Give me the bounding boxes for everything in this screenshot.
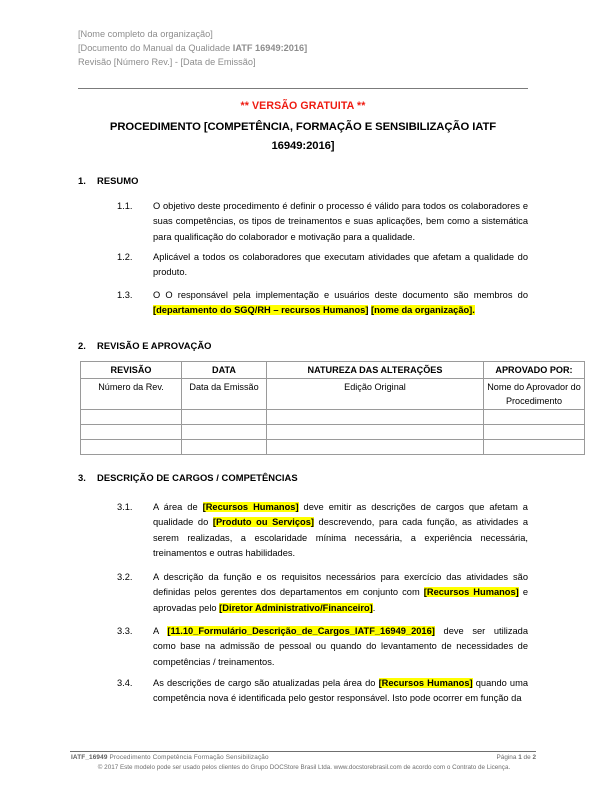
paragraph-3-4-number: 3.4. xyxy=(117,678,133,688)
table-cell-data xyxy=(182,440,267,455)
paragraph-3-3 xyxy=(117,624,528,670)
header-manual-line xyxy=(78,41,528,55)
section-2-number: 2. xyxy=(78,340,86,351)
paragraph-3-1-text-b: deve emitir as descrições de cargos que afetam a qualidade do xyxy=(153,502,528,528)
header-divider xyxy=(78,88,528,89)
paragraph-3-3-highlight-formulario: [11.10_Formulário_Descrição_de_Cargos_IATF_16949_2016] xyxy=(167,626,435,636)
section-2-heading: REVISÃO E APROVAÇÃO xyxy=(97,340,212,351)
table-cell-data xyxy=(182,425,267,440)
table-cell-revisao xyxy=(81,425,182,440)
paragraph-3-4-text-a: As descrições de cargo são atualizadas pela área do xyxy=(153,678,379,688)
table-row xyxy=(81,425,585,440)
footer-page-number xyxy=(497,754,536,761)
table-header-aprovado: APROVADO POR: xyxy=(484,362,585,379)
paragraph-3-2-text-b: e aprovadas pelo xyxy=(153,587,528,613)
paragraph-1-3-text-before: O O responsável pela implementação e usuários deste documento são membros do xyxy=(153,290,528,300)
paragraph-3-2-highlight-diretor: [Diretor Administrativo/Financeiro] xyxy=(219,602,373,613)
table-row xyxy=(81,440,585,455)
paragraph-1-2 xyxy=(117,250,528,281)
header-revision-line: Revisão [Número Rev.] - [Data de Emissão] xyxy=(78,57,256,68)
table-header-data: DATA xyxy=(182,362,267,379)
paragraph-3-3-text-a: A xyxy=(153,626,168,636)
paragraph-3-3-text-b: deve ser utilizada como base na admissão de pessoal ou quando do levantamento de necessidades de competências / treinamentos. xyxy=(153,626,528,667)
paragraph-3-2 xyxy=(117,570,528,616)
table-cell-natureza xyxy=(267,425,484,440)
paragraph-3-4 xyxy=(117,676,529,707)
revision-approval-table xyxy=(80,361,585,455)
free-version-label: ** VERSÃO GRATUITA ** xyxy=(240,100,366,112)
footer-page-mid: de xyxy=(521,754,533,761)
header-organization-line: [Nome completo da organização] xyxy=(78,29,213,39)
document-header xyxy=(78,27,528,70)
table-cell-data: Data da Emissão xyxy=(182,379,267,410)
page-title-line2: 16949:2016] xyxy=(271,140,335,152)
paragraph-3-2-text-a: A descrição da função e os requisitos necessários para exercício das atividades são definidas pelos gerentes dos departamentos em conjunto com xyxy=(153,572,528,598)
table-cell-revisao: Número da Rev. xyxy=(81,379,182,410)
paragraph-3-1-highlight-produto: [Produto ou Serviços] xyxy=(212,517,314,528)
paragraph-3-1 xyxy=(117,500,529,561)
paragraph-1-1-text: O objetivo deste procedimento é definir o processo é válido para todos os colaboradores e suas competências, os tipos de treinamentos e suas aplicações, bem como a sistemática para qualificação do colaborador e motivação para a qualidade. xyxy=(153,201,528,242)
section-3-number: 3. xyxy=(78,472,86,483)
header-manual-prefix: [Documento do Manual da Qualidade xyxy=(78,43,233,54)
table-cell-data xyxy=(182,410,267,425)
footer-doc-title: Procedimento Competência Formação Sensibilização xyxy=(107,754,269,761)
paragraph-3-1-text-c: descrevendo, para cada função, as atividades a serem realizadas, a escolaridade mínima necessária, a experiência necessária, treinamentos e outras habilidades. xyxy=(153,517,529,558)
table-cell-natureza: Edição Original xyxy=(267,379,484,410)
paragraph-1-1 xyxy=(117,199,528,245)
table-cell-aprovado xyxy=(484,440,585,455)
paragraph-3-2-text-c: . xyxy=(372,602,376,613)
paragraph-1-3-number: 1.3. xyxy=(117,290,133,300)
paragraph-3-1-number: 3.1. xyxy=(117,502,133,512)
paragraph-1-3-highlight-organization: [nome da organização]. xyxy=(371,305,475,316)
paragraph-3-4-highlight-rh: [Recursos Humanos] xyxy=(378,678,473,688)
table-row xyxy=(81,379,585,410)
footer-page-total: 2 xyxy=(532,754,536,761)
footer-divider xyxy=(70,751,536,752)
table-header-revisao: REVISÃO xyxy=(81,362,182,379)
paragraph-3-2-number: 3.2. xyxy=(117,572,133,582)
paragraph-1-1-number: 1.1. xyxy=(117,201,133,211)
paragraph-1-2-number: 1.2. xyxy=(117,252,133,262)
page-title xyxy=(78,118,528,156)
footer-doc-code: IATF_16949 xyxy=(71,754,108,761)
table-cell-aprovado xyxy=(484,425,585,440)
footer-page-prefix: Página xyxy=(496,754,519,761)
paragraph-3-4-text-b: quando uma competência nova é identificada pelo gestor responsável. Isto pode ocorrer em função da xyxy=(153,678,529,704)
table-cell-natureza xyxy=(267,440,484,455)
table-header-row xyxy=(81,362,585,379)
section-1-number: 1. xyxy=(78,175,86,186)
table-header-natureza: NATUREZA DAS ALTERAÇÕES xyxy=(267,362,484,379)
paragraph-1-3 xyxy=(117,288,528,319)
footer-copyright: © 2017 Este modelo pode ser usado pelos clientes do Grupo DOCStore Brasil Ltda. www.docstorebrasil.com de acordo com o Contrato de Licença. xyxy=(97,764,511,771)
section-3-heading: DESCRIÇÃO DE CARGOS / COMPETÊNCIAS xyxy=(97,472,298,483)
table-row xyxy=(81,410,585,425)
page-title-line1: PROCEDIMENTO [COMPETÊNCIA, FORMAÇÃO E SENSIBILIZAÇÃO IATF xyxy=(109,121,497,133)
paragraph-1-2-text: Aplicável a todos os colaboradores que executam atividades que afetam a qualidade do produto. xyxy=(153,252,528,278)
header-manual-standard: IATF 16949:2016] xyxy=(232,43,308,54)
paragraph-3-2-highlight-rh: [Recursos Humanos] xyxy=(423,587,519,598)
paragraph-3-1-text-a: A área de xyxy=(153,502,203,512)
table-cell-natureza xyxy=(267,410,484,425)
table-cell-revisao xyxy=(81,440,182,455)
table-cell-revisao xyxy=(81,410,182,425)
table-cell-aprovado: Nome do Aprovador do Procedimento xyxy=(484,379,585,410)
paragraph-3-3-number: 3.3. xyxy=(117,626,133,636)
document-title-block xyxy=(78,99,528,156)
section-1-heading: RESUMO xyxy=(97,175,139,186)
footer-page-current: 1 xyxy=(518,754,522,761)
footer-document-ref xyxy=(71,754,269,761)
paragraph-3-1-highlight-rh: [Recursos Humanos] xyxy=(202,502,299,512)
table-cell-aprovado xyxy=(484,410,585,425)
paragraph-1-3-highlight-department: [departamento do SGQ/RH – recursos Humanos] xyxy=(153,305,369,316)
